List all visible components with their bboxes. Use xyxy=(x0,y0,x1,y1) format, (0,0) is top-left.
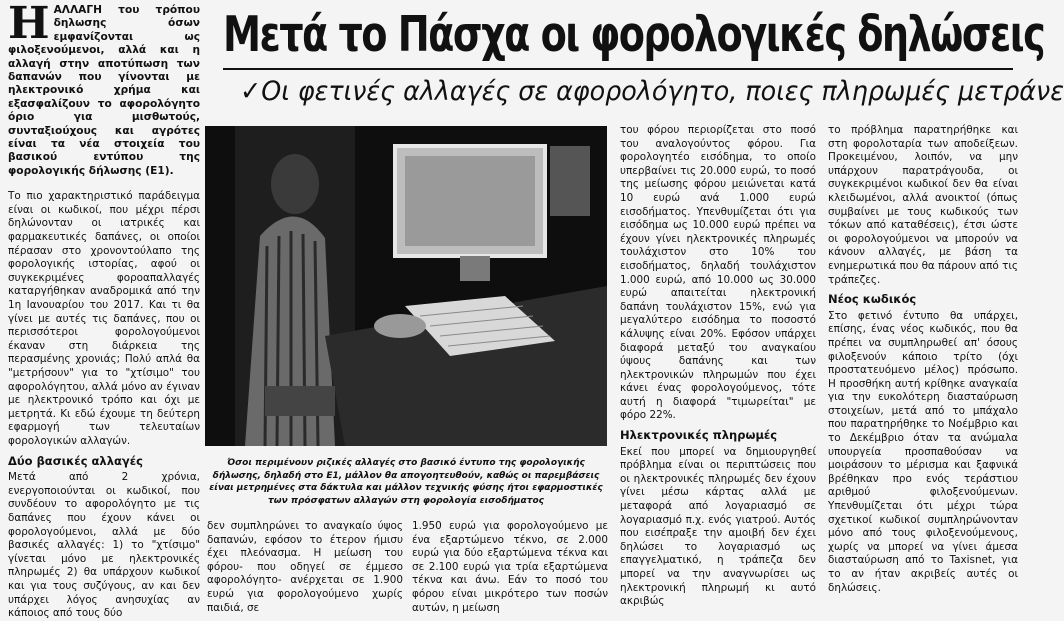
body-column-4 xyxy=(620,124,816,613)
body-paragraph: δεν συμπληρώνει το αναγκαίο ύψος δαπανών, εφόσον το έτερον ήμισυ έχει πλεόνασμα. Η μείωση του φόρου- που οδηγεί σε έμμεσο αφορολόγητο- ανέρχεται σε 1.900 ευρώ για φορολογούμενο χωρίς παιδιά, σε xyxy=(207,520,403,614)
body-paragraph: του φόρου περιορίζεται στο ποσό του αναλογούντος φόρου. Για φορολογητέο εισόδημα, το οποίο υπερβαίνει τις 20.000 ευρώ, το ποσό της μείωσης φόρου μειώνεται κατά 10 ευρώ ανά 1.000 ευρώ εισοδήματος. Υπενθυμίζεται ότι για εισόδημα ως 10.000 ευρώ πρέπει να έχουν γίνει ηλεκτρονικές πληρωμές τουλάχιστον στο 10% του εισοδήματος, δηλαδή τουλάχιστον 1.000 ευρώ, από 10.000 ως 30.000 ευρώ απαιτείται ηλεκτρονική δαπάνη τουλάχιστον 15%, ενώ για μεγαλύτερο εισόδημα το ποσοστό κάλυψης είναι 20%. Εφόσον υπάρχει διαφορά μεταξύ του αναγκαίου ύψους δαπάνης και των ηλεκτρονικών πληρωμών που έχει κάνει ένας φορολογούμενος, τότε αυτή η διαφορά "τιμωρείται" με φόρο 22%. xyxy=(620,124,816,422)
body-paragraph: το πρόβλημα παρατηρήθηκε και στη φορολοταρία των αποδείξεων. Προκειμένου, λοιπόν, να μην υπάρχουν παρατράγουδα, οι συγκεκριμένοι κωδικοί δεν θα είναι κλειδωμένοι, αλλά ανοικτοί (όπως συμβαίνει με τους κωδικούς των τόκων από καταθέσεις), έτσι ώστε οι φορολογούμενοι να μπορούν να κάνουν αλλαγές, με βάση τα ενημερωτικά που θα πάρουν από τις τράπεζες. xyxy=(828,124,1018,286)
body-paragraph: Μετά από 2 χρόνια, ενεργοποιούνται οι κωδικοί, που συνδέουν το αφορολόγητο με τις δαπάνες που έχουν κάνει οι φορολογούμενοι, αλλά με δύο βασικές αλλαγές: 1) το "χτίσιμο" γίνεται μόνο με ηλεκτρονικές πληρωμές 2) θα υπάρχουν κωδικοί και για τους συζύγους, αν και δεν υπάρχει λόγος ανησυχίας αν κάποιος από τους δύο xyxy=(8,471,200,620)
subheading: Νέος κωδικός xyxy=(828,292,917,307)
body-paragraph: 1.950 ευρώ για φορολογούμενο με ένα εξαρτώμενο τέκνο, σε 2.000 ευρώ για δύο εξαρτώμενα τέκνα και σε 2.100 ευρώ για τρία εξαρτώμενα τέκνα και άνω. Εάν το ποσό του φόρου είναι μικρότερο των ποσών αυτών, η μείωση xyxy=(412,520,608,614)
lead-paragraph: ΑΛΛΑΓΗ του τρόπου δηλωσης όσων εμφανίζονται ως φιλοξενούμενοι, αλλά και η αλλαγή στην αποτύπωση των δαπανών που γίνονται με ηλεκτρονικό χρήμα και εξασφαλίζουν το αφορολόγητο όριο για μισθωτούς, συνταξιούχους και αγρότες είναι τα νέα στοιχεία του βασικού εντύπου της φορολογικής δήλωσης (Ε1). xyxy=(8,4,200,177)
headline: Μετά το Πάσχα οι φορολογικές δηλώσεις xyxy=(223,6,1045,63)
body-column-5 xyxy=(828,124,1018,613)
lead-column xyxy=(8,0,200,620)
photo-caption: Όσοι περιμένουν ριζικές αλλαγές στο βασικό έντυπο της φορολογικής δήλωσης, δηλαδή στο Ε1, μάλλον θα απογοητευθούν, καθώς οι παρεμβάσεις είναι μετρημένες στα δάκτυλα και μάλλον τεχνικής φύσης ήτοι εφαρμοστικές των πρόσφατων αλλαγών στη φορολογία εισοδήματος xyxy=(209,458,603,506)
body-column-3 xyxy=(412,520,608,612)
article-photo xyxy=(205,126,607,446)
subheading: Ηλεκτρονικές πληρωμές xyxy=(620,428,778,443)
body-paragraph: Εκεί που μπορεί να δημιουργηθεί πρόβλημα είναι οι περιπτώσεις που οι ηλεκτρονικές πληρωμές δεν έχουν γίνει μέσω κάρτας αλλά με μεταφορά από λογαριασμό σε λογαριασμό π.χ. ενός γιατρού. Αυτός που εισέπραξε την αμοιβή δεν έχει δηλώσει το λογαριασμό ως επαγγελματικό, η τράπεζα δεν μπορεί να την αναγνωρίσει ως ηλεκτρονική πληρωμή κι αυτό ακριβώς xyxy=(620,445,816,608)
drop-cap: Η xyxy=(8,0,50,49)
subheading: Δύο βασικές αλλαγές xyxy=(8,453,143,468)
subtitle: ✓Οι φετινές αλλαγές σε αφορολόγητο, ποιες πληρωμές μετράνε xyxy=(240,76,1064,107)
body-paragraph: Στο φετινό έντυπο θα υπάρχει, επίσης, ένας νέος κωδικός, που θα πρέπει να συμπληρωθεί απ' όσους φιλοξενούν κάποιο τρίτο (όχι προστατευόμενο μέλος) πρόσωπο. Η προσθήκη αυτή κρίθηκε αναγκαία για την ευκολότερη διασταύρωση στοιχείων, μετά από το μπάχαλο που παρατηρήθηκε το Νοέμβριο και το Δεκέμβριο όταν τα ανώμαλα υπουργεία προσπαθούσαν να μοιράσουν το μέρισμα και ξαφνικά βρέθηκαν προ ενός τεράστιου αριθμού φιλοξενούμενων. Υπενθυμίζεται ότι μέχρι τώρα σχετικοί κωδικοί συμπληρώνονταν μόνο από τους φιλοξενούμενους, χωρίς να μπορεί να γίνει άμεσα διασταύρωση από το Taxisnet, για το αν ήταν ακριβείς αυτές οι δηλώσεις. xyxy=(828,309,1018,594)
headline-rule xyxy=(223,68,1013,70)
office-scene-illustration xyxy=(205,126,607,446)
body-paragraph: Το πιο χαρακτηριστικό παράδειγμα είναι οι κωδικοί, που μέχρι πέρσι δηλώνονταν οι ιατρικές και φαρμακευτικές δαπάνες, οι οποίοι πέρασαν στο χρονοντούλαπο της φορολογικής ιστορίας, αφού οι συγκεκριμένες φοροαπαλλαγές καταργήθηκαν αναδρομικά από την 1η Ιανουαρίου του 2017. Και τι θα γίνει με αυτές τις δαπάνες, που οι περισσότεροι φορολογούμενοι έκαναν στη διάρκεια της περασμένης χρονιάς; Πολύ απλά θα "μετρήσουν" για το "χτίσιμο" του αφορολόγητου, αλλά μόνο αν έγιναν με ηλεκτρονικό τρόπο και όχι με μετρητά. Κι εδώ έχουμε τη δεύτερη εφαρμογή των τελευταίων φορολογικών αλλαγών. xyxy=(8,190,200,447)
body-column-2 xyxy=(207,520,403,612)
